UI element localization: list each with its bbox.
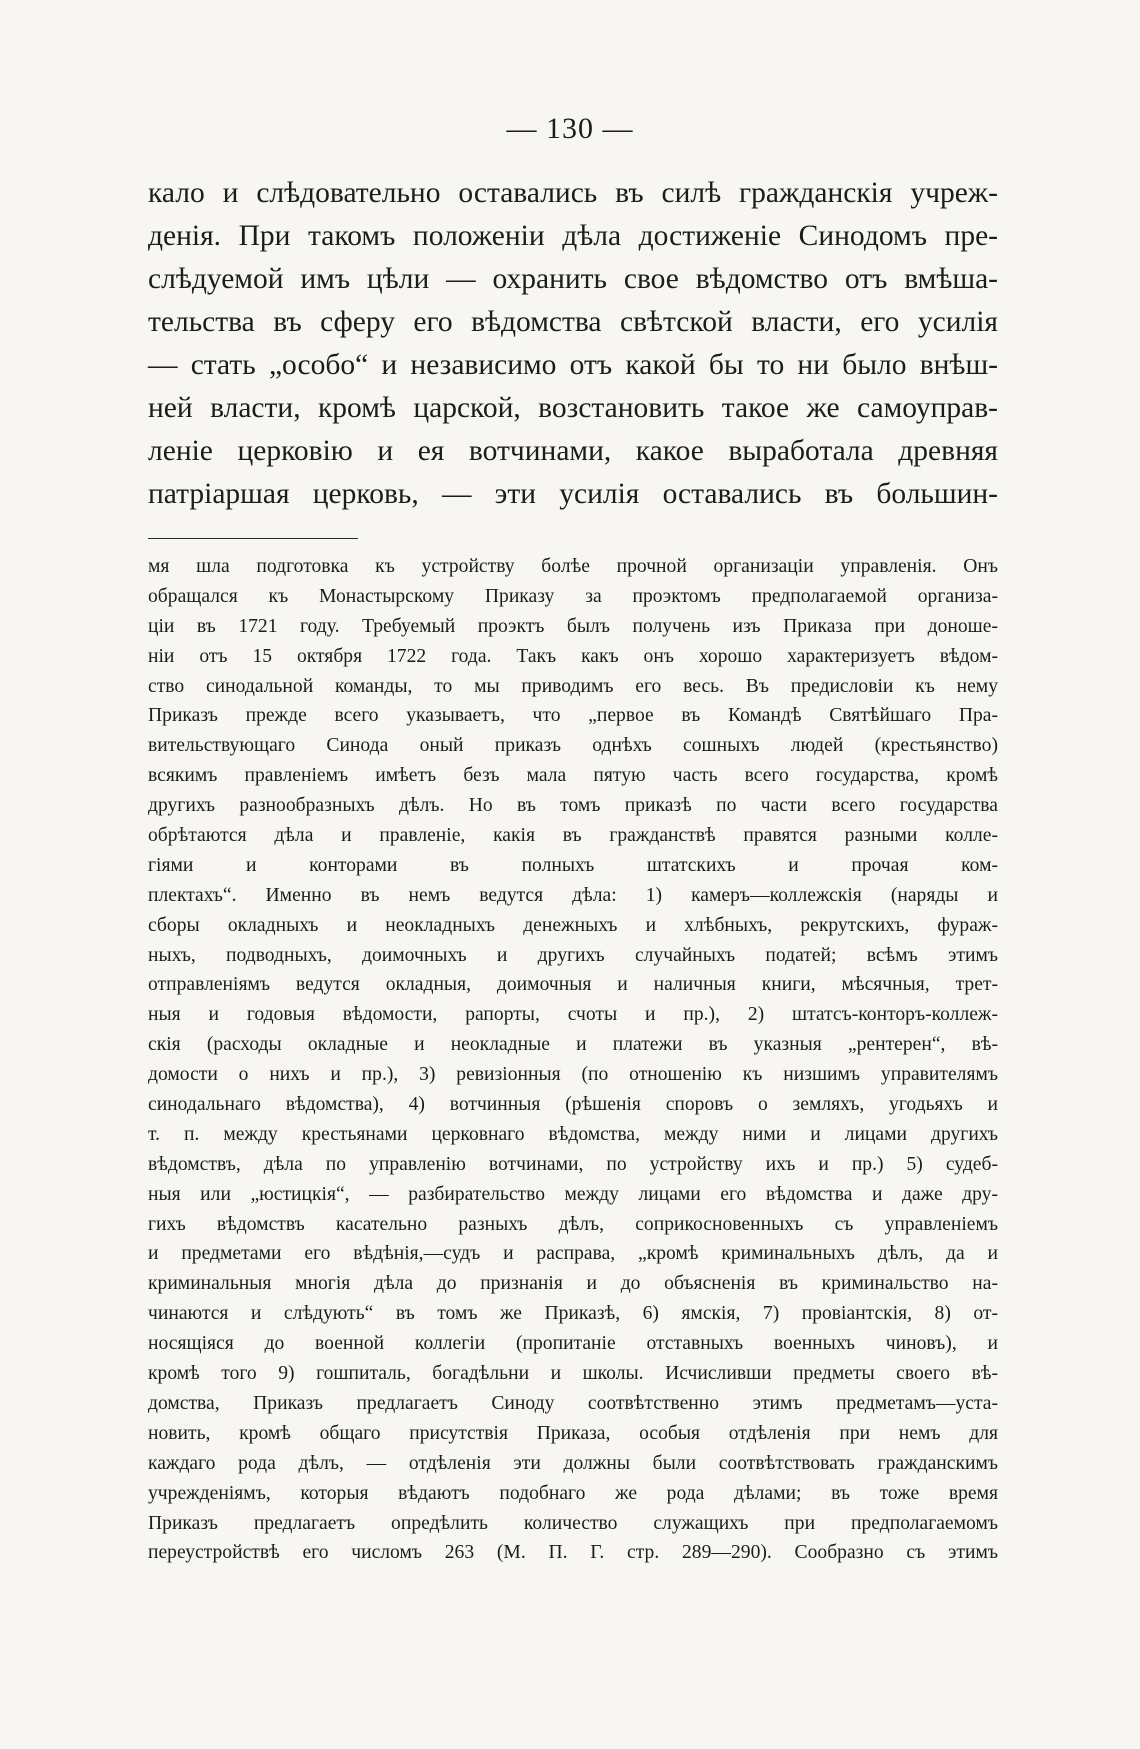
footnote-line: гіями и конторами въ полныхъ штатскихъ и прочая ком-: [148, 854, 998, 876]
footnote-line: домости о нихъ и пр.), 3) ревизіонныя (по отношенію къ низшимъ управителямъ: [148, 1064, 998, 1086]
main-text-line: денія. При такомъ положеніи дѣла достиженіе Синодомъ пре-: [148, 220, 998, 252]
footnote-line: ство синодальной команды, то мы приводимъ его весь. Въ предисловіи къ нему: [148, 675, 998, 697]
footnote-line: гихъ вѣдомствъ касательно разныхъ дѣлъ, соприкосновенныхъ съ управленіемъ: [148, 1213, 998, 1235]
footnote-line: синодальнаго вѣдомства), 4) вотчинныя (рѣшенія споровъ о земляхъ, угодьяхъ и: [148, 1094, 998, 1116]
main-text-line: патріаршая церковь, — эти усилія оставались въ большин-: [148, 478, 998, 510]
footnote-line: ныя или „юстицкія“, — разбирательство между лицами его вѣдомства и даже дру-: [148, 1183, 998, 1205]
footnote-line: плектахъ“. Именно въ немъ ведутся дѣла: 1) камеръ—коллежскія (наряды и: [148, 884, 998, 906]
footnote-line: ціи въ 1721 году. Требуемый проэктъ былъ получень изъ Приказа при доноше-: [148, 615, 998, 637]
footnote-line: носящіяся до военной коллегіи (пропитаніе отставныхъ военныхъ чиновъ), и: [148, 1333, 998, 1355]
main-text-line: слѣдуемой имъ цѣли — охранить свое вѣдомство отъ вмѣша-: [148, 263, 998, 295]
footnote-separator: [148, 538, 358, 539]
footnote-line: ніи отъ 15 октября 1722 года. Такъ какъ онъ хорошо характеризуетъ вѣдом-: [148, 645, 998, 667]
page-number: — 130 —: [506, 112, 634, 145]
main-text-line: — стать „особо“ и независимо отъ какой бы то ни было внѣш-: [148, 349, 998, 381]
footnote-line: чинаются и слѣдують“ въ томъ же Приказѣ, 6) ямскія, 7) провіантскія, 8) от-: [148, 1303, 998, 1325]
footnote-line: обрѣтаются дѣла и правленіе, какія въ гражданствѣ правятся разными колле-: [148, 825, 998, 847]
footnote-line: новить, кромѣ общаго присутствія Приказа, особыя отдѣленія при немъ для: [148, 1422, 998, 1444]
main-text-line: тельства въ сферу его вѣдомства свѣтской власти, его усилія: [148, 306, 998, 338]
footnote-line: обращался къ Монастырскому Приказу за проэктомъ предполагаемой организа-: [148, 585, 998, 607]
main-text-line: ней власти, кромѣ царской, возстановить такое же самоуправ-: [148, 392, 998, 424]
footnote-line: криминальныя многія дѣла до признанія и до объясненія въ криминальство на-: [148, 1273, 998, 1295]
footnote-line: ныя и годовыя вѣдомости, рапорты, счоты и пр.), 2) штатсъ-конторъ-коллеж-: [148, 1004, 998, 1026]
main-text-line: леніе церковію и ея вотчинами, какое выработала древняя: [148, 435, 998, 467]
footnote-line: домства, Приказъ предлагаетъ Синоду соотвѣтственно этимъ предметамъ—уста-: [148, 1392, 998, 1414]
footnote-line: сборы окладныхъ и неокладныхъ денежныхъ и хлѣбныхъ, рекрутскихъ, фураж-: [148, 914, 998, 936]
footnote-line: другихъ разнообразныхъ дѣлъ. Но въ томъ приказѣ по части всего государства: [148, 795, 998, 817]
footnote-line: всякимъ правленіемъ имѣетъ безъ мала пятую часть всего государства, кромѣ: [148, 765, 998, 787]
footnote-line: отправленіямъ ведутся окладныя, доимочныя и наличныя книги, мѣсячныя, трет-: [148, 974, 998, 996]
footnote-line: Приказъ предлагаетъ опредѣлить количество служащихъ при предполагаемомъ: [148, 1512, 998, 1534]
footnote-line: кромѣ того 9) гошпиталь, богадѣльни и школы. Исчисливши предметы своего вѣ-: [148, 1363, 998, 1385]
main-text: [148, 172, 998, 516]
footnote-line: мя шла подготовка къ устройству болѣе прочной организаціи управленія. Онъ: [148, 556, 998, 577]
footnote-line: Приказъ прежде всего указываетъ, что „первое въ Командѣ Святѣйшаго Пра-: [148, 705, 998, 727]
main-text-line: кало и слѣдовательно оставались въ силѣ гражданскія учреж-: [148, 177, 998, 209]
footnote: [148, 552, 998, 1568]
footnote-line: и предметами его вѣдѣнія,—судъ и расправа, „кромѣ криминальныхъ дѣлъ, да и: [148, 1243, 998, 1265]
footnote-line: каждаго рода дѣлъ, — отдѣленія эти должны были соотвѣтствовать гражданскимъ: [148, 1452, 998, 1474]
footnote-line: учрежденіямъ, которыя вѣдаютъ подобнаго же рода дѣлами; въ тоже время: [148, 1482, 998, 1504]
footnote-line: скія (расходы окладные и неокладные и платежи въ указныя „рентерен“, вѣ-: [148, 1034, 998, 1056]
footnote-line: переустройствѣ его числомъ 263 (М. П. Г. стр. 289—290). Сообразно съ этимъ: [148, 1542, 998, 1564]
footnote-line: ныхъ, подводныхъ, доимочныхъ и другихъ случайныхъ податей; всѣмъ этимъ: [148, 944, 998, 966]
footnote-line: вительствующаго Синода оный приказъ однѣхъ сошныхъ людей (крестьянство): [148, 735, 998, 757]
footnote-line: т. п. между крестьянами церковнаго вѣдомства, между ними и лицами другихъ: [148, 1123, 998, 1145]
footnote-line: вѣдомствъ, дѣла по управленію вотчинами, по устройству ихъ и пр.) 5) судеб-: [148, 1153, 998, 1175]
